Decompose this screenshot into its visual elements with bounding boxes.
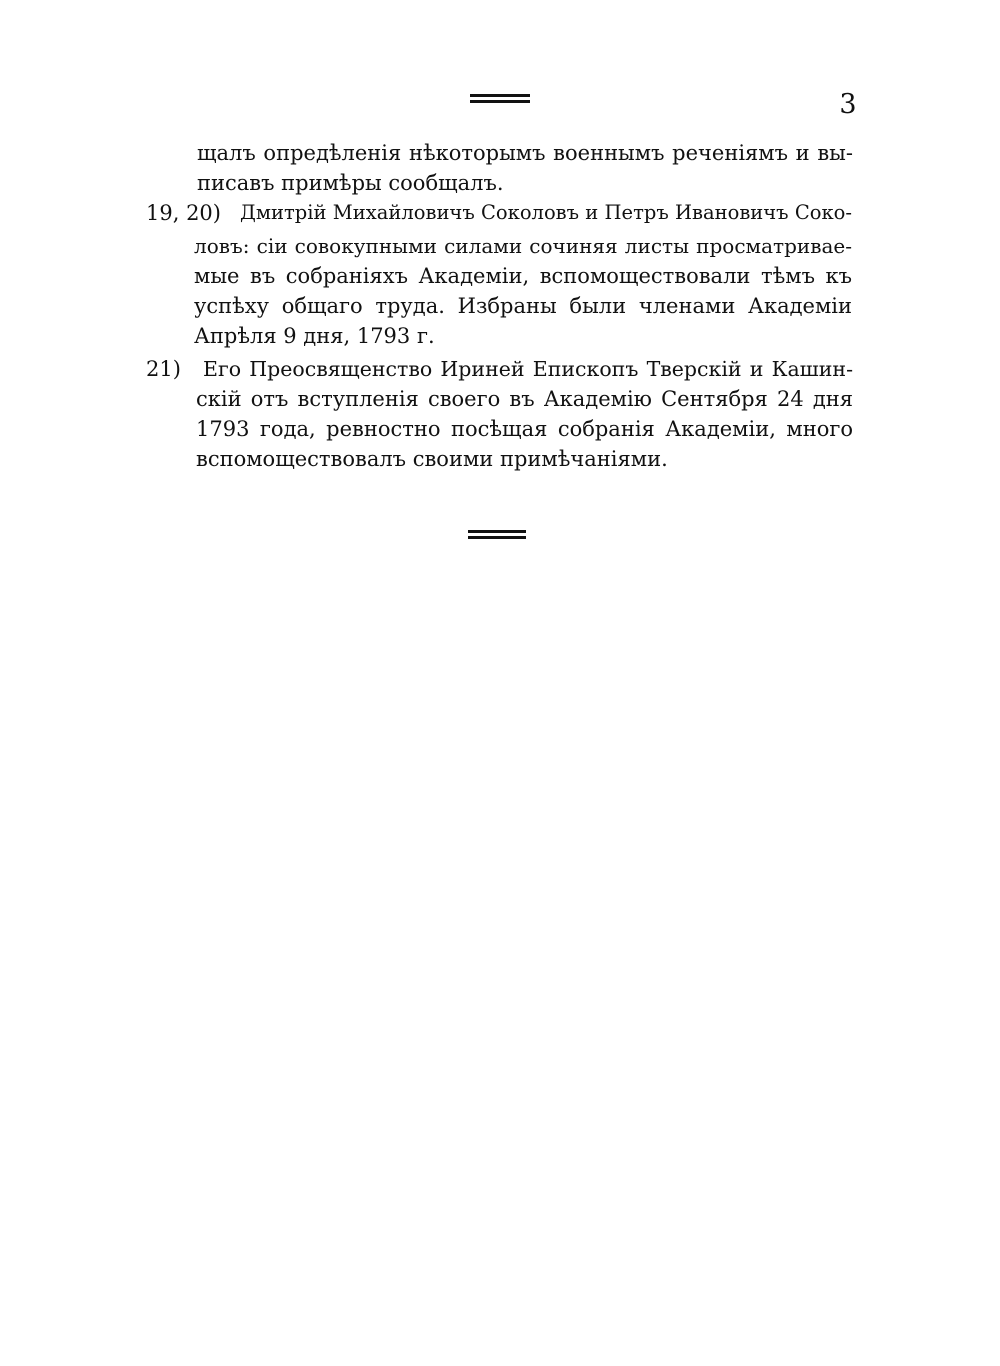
entry-number: 19, 20) [146, 201, 221, 225]
entry-number: 21) [146, 357, 181, 381]
text-line: 1793 года, ревностно посѣщая собранія Академіи, много [196, 417, 853, 441]
text-line: мые въ собраніяхъ Академіи, вспомоществовали тѣмъ къ [194, 264, 852, 288]
text-line: Его Преосвященство Ириней Епископъ Тверскій и Кашин- [203, 357, 853, 381]
page-number: 3 [839, 89, 857, 120]
text-line: успѣху общаго труда. Избраны были членами Академіи [194, 294, 852, 318]
text-line: писавъ примѣры сообщалъ. [197, 171, 504, 195]
text-line: вспомоществовалъ своими примѣчаніями. [196, 447, 668, 471]
text-line: ловъ: сіи совокупными силами сочиняя листы просматривае- [194, 234, 852, 258]
header-double-rule [470, 94, 530, 106]
text-line: Дмитрій Михайловичъ Соколовъ и Петръ Ивановичъ Соко- [240, 201, 852, 224]
footer-double-rule [468, 530, 526, 542]
text-line: Апрѣля 9 дня, 1793 г. [194, 324, 435, 348]
text-line: скій отъ вступленія своего въ Академію Сентября 24 дня [196, 387, 853, 411]
text-line: щалъ опредѣленія нѣкоторымъ военнымъ реченіямъ и вы- [197, 141, 853, 165]
